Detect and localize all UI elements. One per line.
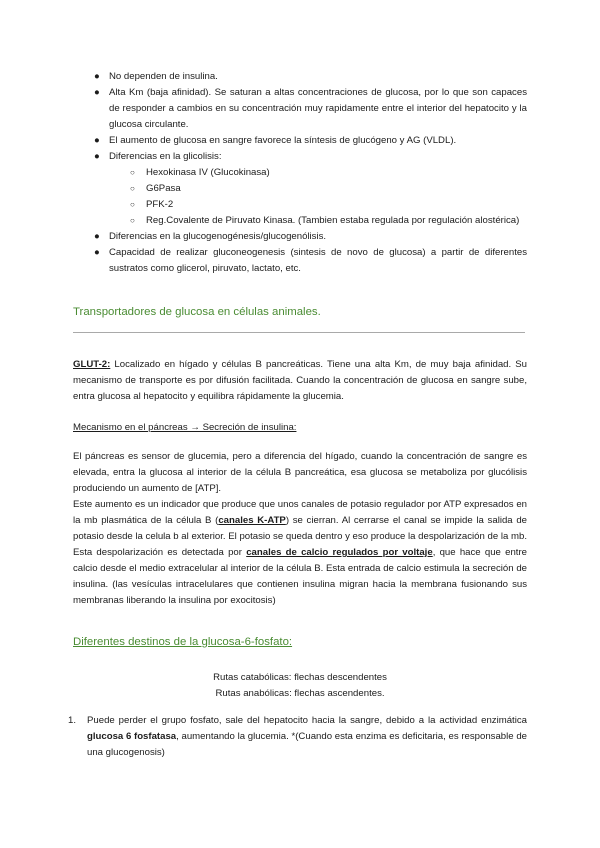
list-item [94, 85, 527, 133]
sublist-item-text: G6Pasa [146, 183, 181, 194]
pancreas-paragraph-1: El páncreas es sensor de glucemia, pero a diferencia del hígado, cuando la concentración de sangre es elevada, entra la glucosa al interior de la célula B pancreática, esa glucosa se metaboliza por glucólisis produciendo un aumento de [ATP]. [73, 451, 527, 494]
bullet-icon: ● [94, 71, 100, 82]
sublist-item-text: PFK-2 [146, 199, 174, 210]
section-heading-destinos: Diferentes destinos de la glucosa-6-fosfato: [73, 636, 293, 648]
routes-legend [73, 670, 527, 702]
enzyme-name: glucosa 6 fosfatasa [87, 731, 177, 742]
list-item-text: Diferencias en la glicolisis: [109, 151, 222, 162]
bullet-icon: ● [94, 151, 100, 162]
sublist-item [130, 165, 527, 181]
list-item [68, 713, 527, 761]
canales-calcio-term: canales de calcio regulados por voltaje [246, 547, 433, 558]
circle-bullet-icon: ○ [130, 216, 135, 225]
sublist-item [130, 181, 527, 197]
item-text-a: Puede perder el grupo fosfato, sale del hepatocito hacia la sangre, debido a la actividad enzimática [87, 715, 527, 726]
list-item-text: El aumento de glucosa en sangre favorece la síntesis de glucógeno y AG (VLDL). [109, 135, 457, 146]
para2-text-c: ) se cierran. Al cerrarse el canal se impide la salida de potasio desde la celula b al exterior. El potasio se queda dentro y eso produce la despolarización de la mb. Esta despolarización es detectada por [73, 515, 527, 558]
list-item-text: Alta Km (baja afinidad). Se saturan a altas concentraciones de glucosa, por lo que son capaces de responder a cambios en su concentración muy rapidamente entre el interior del hepatocito y la glucosa circulante. [109, 87, 527, 130]
item-text-c: , aumentando la glucemia. *(Cuando esta enzima es deficitaria, es responsable de una glucogenosis) [87, 731, 527, 758]
list-item [94, 133, 527, 149]
sublist-item [130, 213, 527, 229]
numbered-list [68, 713, 527, 761]
anabolic-legend: Rutas anabólicas: flechas ascendentes. [215, 688, 385, 699]
bullet-icon: ● [94, 135, 100, 146]
para2-text-e: , que hace que entre calcio desde el medio extracelular al interior de la célula B. Esta entrada de calcio estimula la secreción de insulina. (las vesículas intracelulares que contienen insulina migran hacia la membrana fusionando sus membranas liberando la insulina por exocitosis) [73, 547, 527, 606]
list-item [94, 69, 527, 85]
list-item [94, 149, 527, 229]
list-item-text: Diferencias en la glucogenogénesis/glucogenólisis. [109, 231, 327, 242]
canales-k-atp-term: canales K-ATP [218, 515, 286, 526]
glut2-paragraph [73, 357, 527, 405]
catabolic-legend: Rutas catabólicas: flechas descendentes [213, 672, 387, 683]
para2-text-a: Este aumento es un indicador que produce que unos canales de potasio regulador por ATP expresados en la mb plasmática de la célula B ( [73, 499, 527, 526]
horizontal-divider [73, 332, 525, 333]
list-item-text: Capacidad de realizar gluconeogenesis (sintesis de novo de glucosa) a partir de diferentes sustratos como glicerol, piruvato, lactato, etc. [109, 247, 527, 274]
sublist-item-text: Hexokinasa IV (Glucokinasa) [146, 167, 270, 178]
bullet-icon: ● [94, 87, 100, 98]
bullet-icon: ● [94, 231, 100, 242]
sublist-item [130, 197, 527, 213]
pancreas-paragraph-2 [73, 497, 527, 609]
bullet-icon: ● [94, 247, 100, 258]
pancreas-heading-text: Mecanismo en el páncreas → Secreción de insulina: [73, 422, 297, 433]
item-number: 1. [68, 715, 77, 726]
glut2-label: GLUT-2: [73, 359, 111, 370]
circle-bullet-icon: ○ [130, 200, 135, 209]
circle-bullet-icon: ○ [130, 168, 135, 177]
pancreas-subheading [73, 420, 527, 436]
glut2-text: Localizado en hígado y células B pancreáticas. Tiene una alta Km, de muy baja afinidad. Su mecanismo de transporte es por difusión facilitada. Cuando la concentración de glucosa en sangre sube, entra glucosa al hepatocito y equilibra rápidamente la glucemia. [73, 359, 527, 402]
circle-bullet-icon: ○ [130, 184, 135, 193]
section-heading-transportadores: Transportadores de glucosa en células animales. [73, 306, 321, 318]
list-item [94, 229, 527, 245]
sublist-item-text: Reg.Covalente de Piruvato Kinasa. (Tambien estaba regulada por regulación alostérica) [146, 215, 520, 226]
glycolysis-sublist [109, 165, 527, 229]
list-item [94, 245, 527, 277]
list-item-text: No dependen de insulina. [109, 71, 218, 82]
feature-bullet-list [94, 69, 527, 277]
